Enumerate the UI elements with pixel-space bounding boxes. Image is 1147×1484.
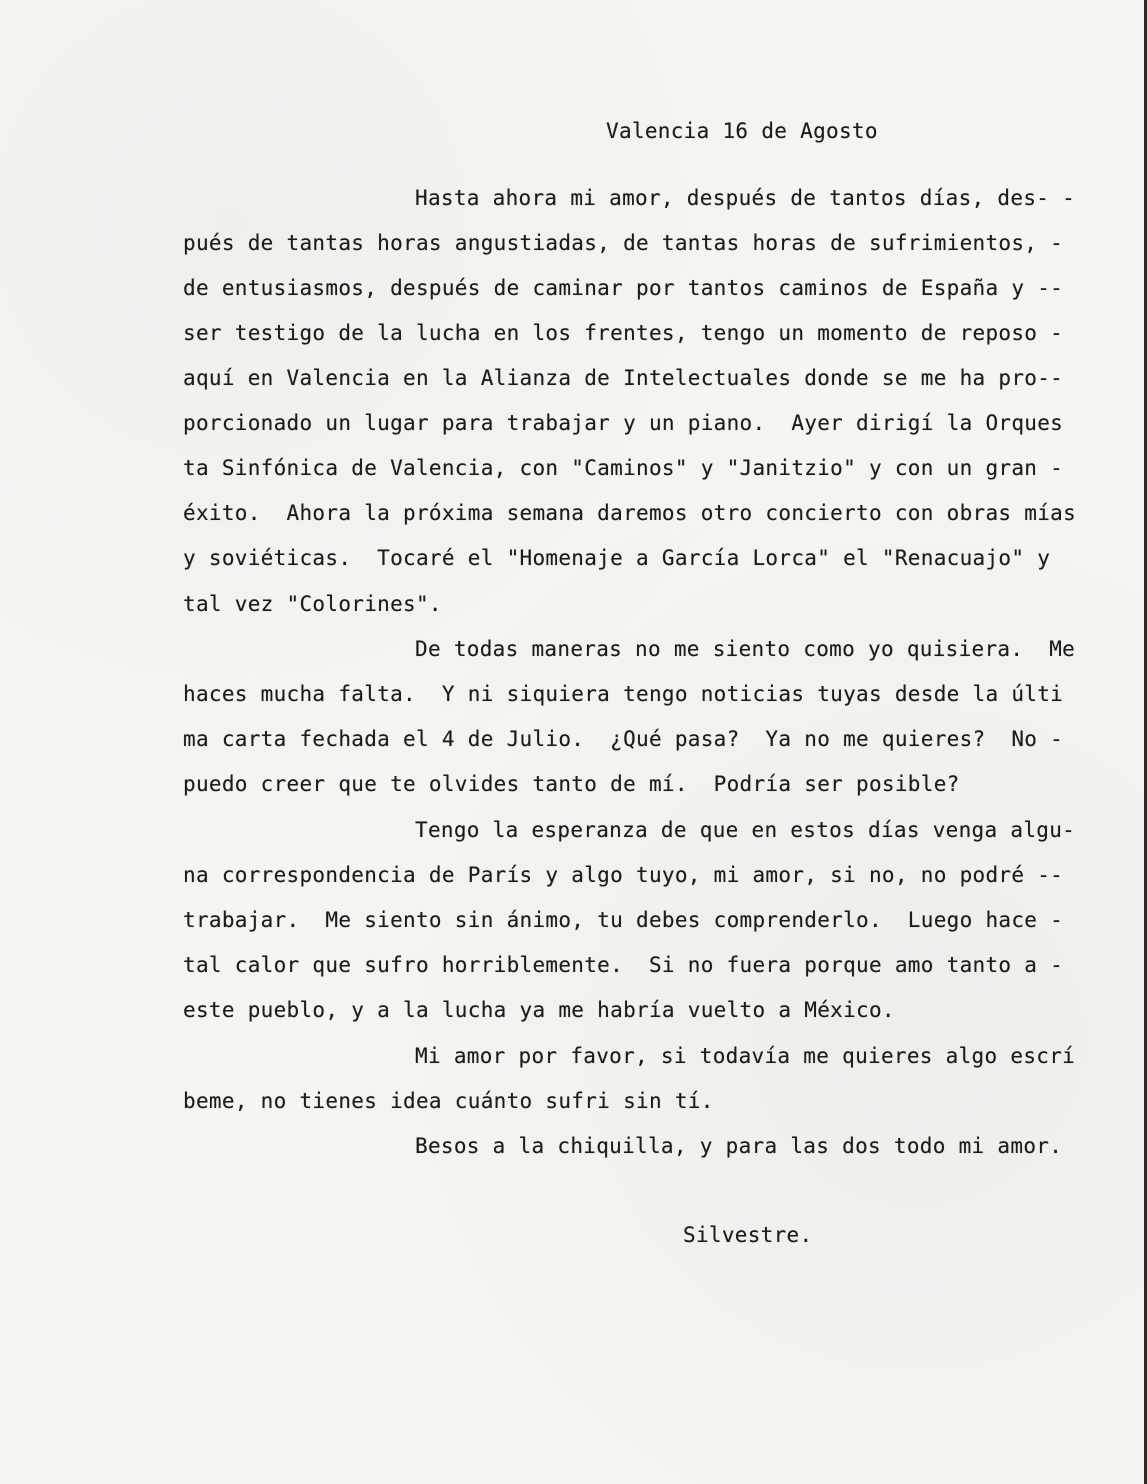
letter-line: trabajar. Me siento sin ánimo, tu debes comprenderlo. Luego hace - xyxy=(183,908,1064,932)
letter-line: y soviéticas. Tocaré el "Homenaje a García Lorca" el "Renacuajo" y xyxy=(183,546,1051,570)
letter-line: ma carta fechada el 4 de Julio. ¿Qué pasa? Ya no me quieres? No - xyxy=(183,727,1064,751)
date-line: Valencia 16 de Agosto xyxy=(606,119,878,143)
letter-line: de entusiasmos, después de caminar por tantos caminos de España y -- xyxy=(183,276,1064,300)
letter-line: haces mucha falta. Y ni siquiera tengo noticias tuyas desde la últi xyxy=(183,682,1064,706)
letter-line: ta Sinfónica de Valencia, con "Caminos" y "Janitzio" y con un gran - xyxy=(183,456,1064,480)
letter-line: porcionado un lugar para trabajar y un piano. Ayer dirigí la Orques xyxy=(183,411,1064,435)
letter-line: tal vez "Colorines". xyxy=(183,592,442,616)
letter-line: De todas maneras no me siento como yo quisiera. Me xyxy=(415,637,1076,661)
letter-line: Mi amor por favor, si todavía me quieres algo escrí xyxy=(415,1044,1076,1068)
letter-line: pués de tantas horas angustiadas, de tantas horas de sufrimientos, - xyxy=(183,231,1064,255)
letter-line: puedo creer que te olvides tanto de mí. Podría ser posible? xyxy=(183,772,960,796)
letter-line: Besos a la chiquilla, y para las dos todo mi amor. xyxy=(415,1134,1063,1158)
letter-line: aquí en Valencia en la Alianza de Intelectuales donde se me ha pro-- xyxy=(183,366,1064,390)
letter-line: Tengo la esperanza de que en estos días venga algu- xyxy=(415,818,1076,842)
letter-line: tal calor que sufro horriblemente. Si no fuera porque amo tanto a - xyxy=(183,953,1064,977)
letter-line: na correspondencia de París y algo tuyo, mi amor, si no, no podré -- xyxy=(183,863,1064,887)
letter-line: éxito. Ahora la próxima semana daremos otro concierto con obras mías xyxy=(183,501,1077,525)
letter-line: este pueblo, y a la lucha ya me habría vuelto a México. xyxy=(183,998,895,1022)
letter-line: ser testigo de la lucha en los frentes, tengo un momento de reposo - xyxy=(183,321,1064,345)
letter-line: Hasta ahora mi amor, después de tantos días, des- - xyxy=(415,186,1076,210)
signature: Silvestre. xyxy=(683,1223,813,1247)
letter-line: beme, no tienes idea cuánto sufri sin tí. xyxy=(183,1089,714,1113)
